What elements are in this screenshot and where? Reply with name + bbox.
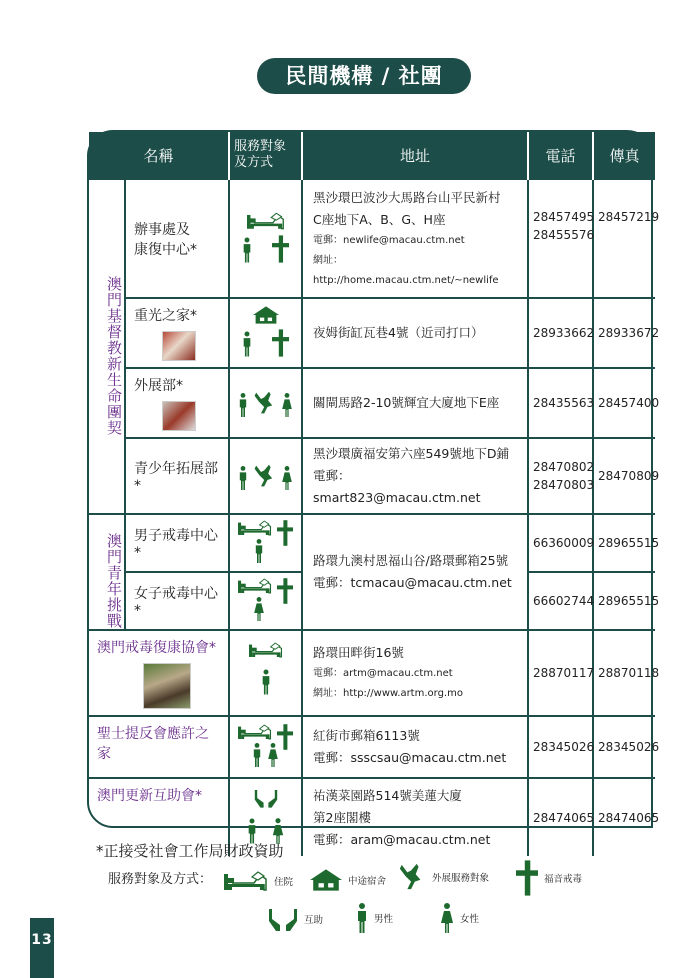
fax-cell: 28474065	[593, 778, 655, 856]
org-name: 聖士提反會應許之家	[89, 716, 229, 778]
service-icons	[229, 368, 302, 438]
fax-cell: 28933672	[593, 298, 655, 368]
house-icon	[253, 305, 279, 325]
male-icon	[254, 539, 264, 563]
address-cell: 祐漢菜園路514號美蓮大廈 第2座閣樓 電郵：aram@macau.ctm.net	[302, 778, 528, 856]
bed-icon	[238, 577, 272, 595]
bed-icon	[238, 723, 272, 741]
service-icons	[229, 716, 302, 778]
funding-footnote: *正接受社會工作局財政資助	[96, 842, 284, 860]
email: 電郵：ssscsau@macau.ctm.net	[313, 750, 507, 765]
phone-cell: 28870117	[528, 630, 593, 716]
female-icon	[281, 466, 293, 490]
female-icon	[267, 743, 279, 767]
female-icon	[253, 597, 265, 621]
page-number: 13	[30, 918, 54, 978]
bed-icon	[238, 519, 272, 537]
email: 電郵：tcmacau@macau.ctm.net	[313, 575, 512, 590]
phone-cell: 28933662	[528, 298, 593, 368]
website: 網址：http://home.macau.ctm.net/~newlife	[313, 254, 499, 286]
service-icons	[229, 298, 302, 368]
hands-icon	[268, 906, 298, 932]
cross-icon	[272, 235, 289, 263]
group-label-teen-challenge: 澳門青年挑戰	[89, 514, 125, 630]
address-cell: 路環田畔街16號 電郵：artm@macau.ctm.net 網址：http://www.artm.org.mo	[302, 630, 528, 716]
male-icon	[356, 902, 368, 934]
service-icons	[229, 514, 302, 572]
female-icon	[440, 902, 454, 934]
table-row	[89, 630, 655, 716]
header-name: 名稱	[89, 132, 229, 179]
org-name: 澳門更新互助會*	[89, 778, 229, 856]
website: 網址：http://www.artm.org.mo	[313, 688, 463, 699]
org-name: 辦事處及 康復中心*	[125, 179, 229, 298]
org-name: 重光之家*	[125, 298, 229, 368]
table-row	[89, 368, 655, 438]
page-title: 民間機構 / 社團	[257, 58, 471, 94]
org-photo	[162, 401, 196, 431]
org-name: 外展部*	[125, 368, 229, 438]
address-cell: 黑沙環巴波沙大馬路台山平民新村 C座地下A、B、G、H座 電郵：newlife@macau.ctm.net 網址：http://home.macau.ctm.net/~newlife	[302, 179, 528, 298]
legend-item-halfway-house: 中途宿舍	[310, 868, 386, 892]
cross-icon	[277, 723, 293, 751]
fax-cell: 28870118	[593, 630, 655, 716]
phone-cell: 66602744	[528, 572, 593, 630]
legend-item-inpatient: 住院	[224, 870, 293, 892]
male-icon	[242, 237, 252, 263]
phone-cell: 28457495 28455576	[528, 179, 593, 298]
dove-icon	[398, 862, 426, 892]
service-icons	[229, 572, 302, 630]
legend-item-outreach: 外展服務對象	[398, 862, 489, 892]
legend-item-gospel-rehab: 福音戒毒	[516, 860, 582, 896]
fax-cell: 28965515	[593, 514, 655, 572]
fax-cell: 28345026	[593, 716, 655, 778]
address-cell: 黑沙環廣福安第六座549號地下D鋪 電郵：smart823@macau.ctm.net	[302, 438, 528, 514]
address-cell: 關閘馬路2-10號輝宜大廈地下E座	[302, 368, 528, 438]
legend-item-female: 女性	[440, 902, 479, 934]
phone-cell: 28435563	[528, 368, 593, 438]
table-row	[89, 438, 655, 514]
bed-icon	[224, 870, 268, 892]
dove-icon	[253, 389, 277, 417]
male-icon	[252, 743, 262, 767]
legend-label: 服務對象及方式：	[108, 872, 213, 887]
org-photo	[162, 331, 196, 361]
cross-icon	[272, 329, 289, 357]
header-phone: 電話	[528, 132, 593, 179]
cross-icon	[516, 860, 538, 896]
cross-icon	[277, 519, 293, 547]
male-icon	[238, 393, 248, 417]
header-service: 服務對象 及方式	[229, 132, 302, 179]
hands-icon	[254, 788, 278, 808]
org-name: 女子戒毒中心*	[125, 572, 229, 630]
house-icon	[310, 868, 342, 892]
org-photo	[143, 663, 191, 709]
email: 電郵：smart823@macau.ctm.net	[313, 468, 481, 505]
table-row	[89, 179, 655, 298]
bed-icon	[249, 641, 283, 659]
fax-cell: 28457219	[593, 179, 655, 298]
legend-item-mutual-help: 互助	[268, 906, 323, 932]
legend-item-male: 男性	[356, 902, 393, 934]
male-icon	[242, 331, 252, 357]
group-label-new-life: 澳門基督教新生命團契	[89, 179, 125, 514]
fax-cell: 28965515	[593, 572, 655, 630]
male-icon	[261, 669, 271, 695]
female-icon	[281, 393, 293, 417]
email: 電郵：newlife@macau.ctm.net	[313, 234, 465, 246]
cross-icon	[277, 577, 293, 605]
service-icons	[229, 630, 302, 716]
organizations-table	[87, 130, 660, 847]
phone-cell: 28345026	[528, 716, 593, 778]
service-icons	[229, 179, 302, 298]
table-row	[89, 514, 655, 572]
bed-icon	[247, 211, 285, 231]
org-name: 青少年拓展部*	[125, 438, 229, 514]
table-row	[89, 298, 655, 368]
male-icon	[238, 466, 248, 490]
header-address: 地址	[302, 132, 528, 179]
phone-cell: 28470802 28470803	[528, 438, 593, 514]
fax-cell: 28470809	[593, 438, 655, 514]
phone-cell: 66360009	[528, 514, 593, 572]
service-icons	[229, 438, 302, 514]
table-row	[89, 716, 655, 778]
address-cell: 夜姆街缸瓦巷4號（近司打口）	[302, 298, 528, 368]
org-name: 男子戒毒中心*	[125, 514, 229, 572]
address-cell: 紅街市郵箱6113號 電郵：ssscsau@macau.ctm.net	[302, 716, 528, 778]
fax-cell: 28457400	[593, 368, 655, 438]
email: 電郵：aram@macau.ctm.net	[313, 831, 491, 847]
header-fax: 傳真	[593, 132, 655, 179]
email: 電郵：artm@macau.ctm.net	[313, 668, 453, 679]
phone-cell: 28474065	[528, 778, 593, 856]
org-name: 澳門戒毒復康協會*	[89, 630, 229, 716]
dove-icon	[253, 462, 277, 490]
address-cell: 路環九澳村恩福山谷/路環郵箱25號 電郵：tcmacau@macau.ctm.net	[302, 514, 528, 630]
